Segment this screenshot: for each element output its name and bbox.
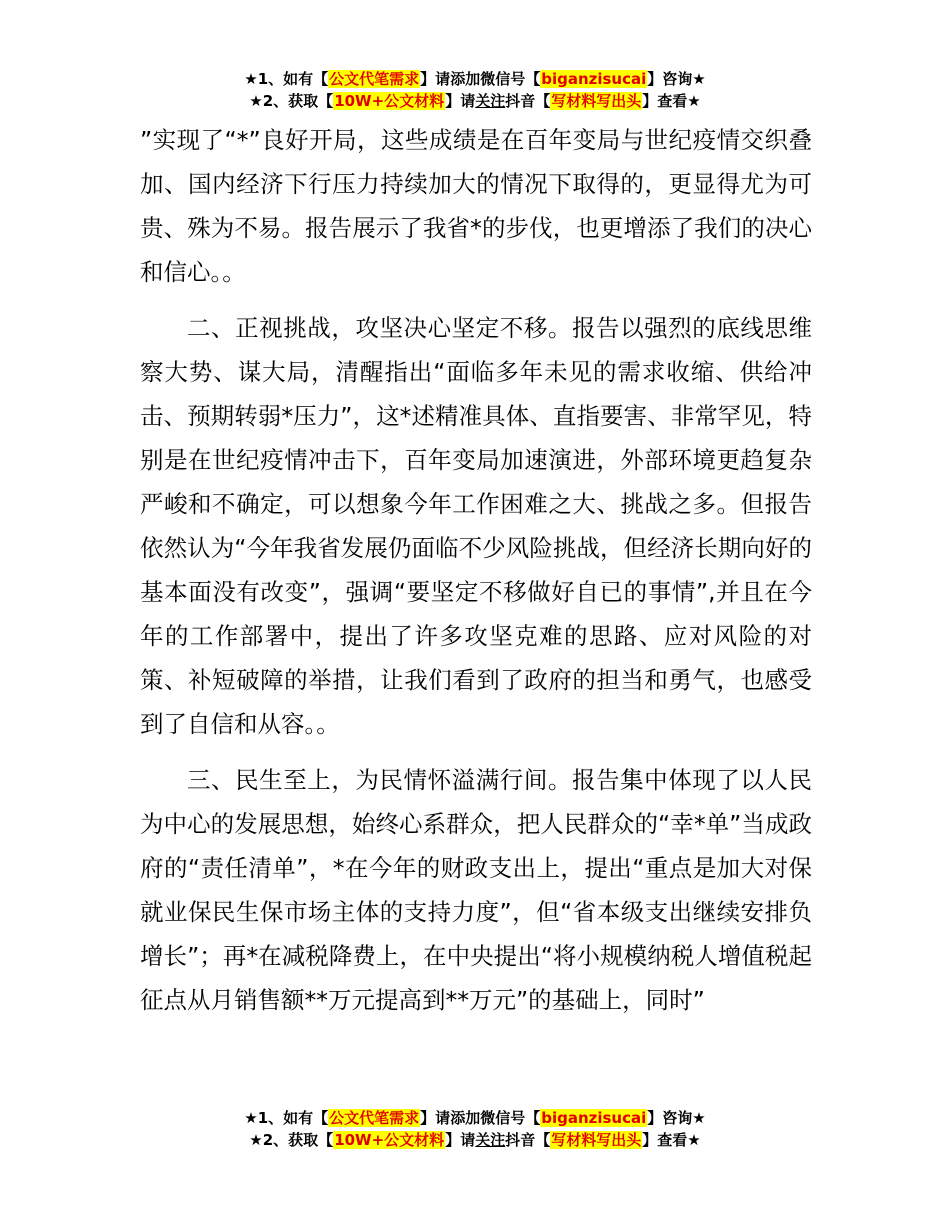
banner-text: 】请	[420, 1109, 451, 1127]
banner-text: 】请	[445, 1131, 476, 1149]
banner-text: 】请	[445, 92, 476, 110]
highlight-ghostwriting: 公文代笔需求	[329, 1109, 420, 1127]
header-banner	[0, 68, 950, 112]
paragraph-challenges: 二、正视挑战，攻坚决心坚定不移。报告以强烈的底线思维察大势、谋大局，清醒指出“面临多年未见的需求收缩、供给冲击、预期转弱*压力”，这*述精准具体、直指要害、非常罕见，特别是在世纪疫情冲击下，百年变局加速演进，外部环境更趋复杂严峻和不确定，可以想象今年工作困难之大、挑战之多。但报告依然认为“今年我省发展仍面临不少风险挑战，但经济长期向好的基本面没有改变”，强调“要坚定不移做好自已的事情”,并且在今年的工作部署中，提出了许多攻坚克难的思路、应对风险的对策、补短破障的举措，让我们看到了政府的担当和勇气，也感受到了自信和从容。。	[140, 314, 812, 738]
banner-text: ★1、如有【	[244, 70, 329, 88]
banner-line-1	[0, 1107, 950, 1129]
highlight-douyin-account: 写材料写出头	[551, 1131, 642, 1149]
banner-text: ★1、如有【	[244, 1109, 329, 1127]
banner-text: 抖音【	[505, 1131, 551, 1149]
footer-banner	[0, 1107, 950, 1151]
highlight-wechat-id: biganzisucai	[541, 1109, 647, 1127]
banner-underlined: 关注	[475, 92, 506, 110]
banner-text: 】咨询★	[647, 1109, 706, 1127]
banner-text: 】咨询★	[647, 70, 706, 88]
banner-text: 添加	[450, 70, 481, 88]
highlight-douyin-account: 写材料写出头	[551, 92, 642, 110]
banner-text: 】请	[420, 70, 451, 88]
paragraph-livelihood: 三、民生至上，为民情怀溢满行间。报告集中体现了以人民为中心的发展思想，始终心系群众，把人民群众的“幸*单”当成政府的“责任清单”，*在今年的财政支出上，提出“重点是加大对保就业保民生保市场主体的支持力度”，但“省本级支出继续安排负增长”；再*在减税降费上，在中央提出“将小规模纳税人增值税起征点从月销售额**万元提高到**万元”的基础上，同时”	[140, 766, 812, 1014]
banner-text: ★2、获取【	[249, 1131, 334, 1149]
banner-text: 微信号【	[480, 1109, 541, 1127]
highlight-ghostwriting: 公文代笔需求	[329, 70, 420, 88]
banner-text: ★2、获取【	[249, 92, 334, 110]
banner-text: 】查看★	[642, 1131, 701, 1149]
banner-line-2	[0, 90, 950, 112]
banner-text: 添加	[450, 1109, 481, 1127]
banner-line-2	[0, 1129, 950, 1151]
banner-text: 抖音【	[505, 92, 551, 110]
banner-text: 】查看★	[642, 92, 701, 110]
banner-line-1	[0, 68, 950, 90]
document-body	[140, 118, 812, 1022]
banner-text: 微信号【	[480, 70, 541, 88]
highlight-materials: 10W+公文材料	[334, 1131, 445, 1149]
highlight-materials: 10W+公文材料	[334, 92, 445, 110]
banner-underlined: 关注	[475, 1131, 506, 1149]
highlight-wechat-id: biganzisucai	[541, 70, 647, 88]
paragraph-continuation: ”实现了“*”良好开局，这些成绩是在百年变局与世纪疫情交织叠加、国内经济下行压力持续加大的情况下取得的，更显得尤为可贵、殊为不易。报告展示了我省*的步伐，也更增添了我们的决心和信心。。	[140, 126, 812, 286]
